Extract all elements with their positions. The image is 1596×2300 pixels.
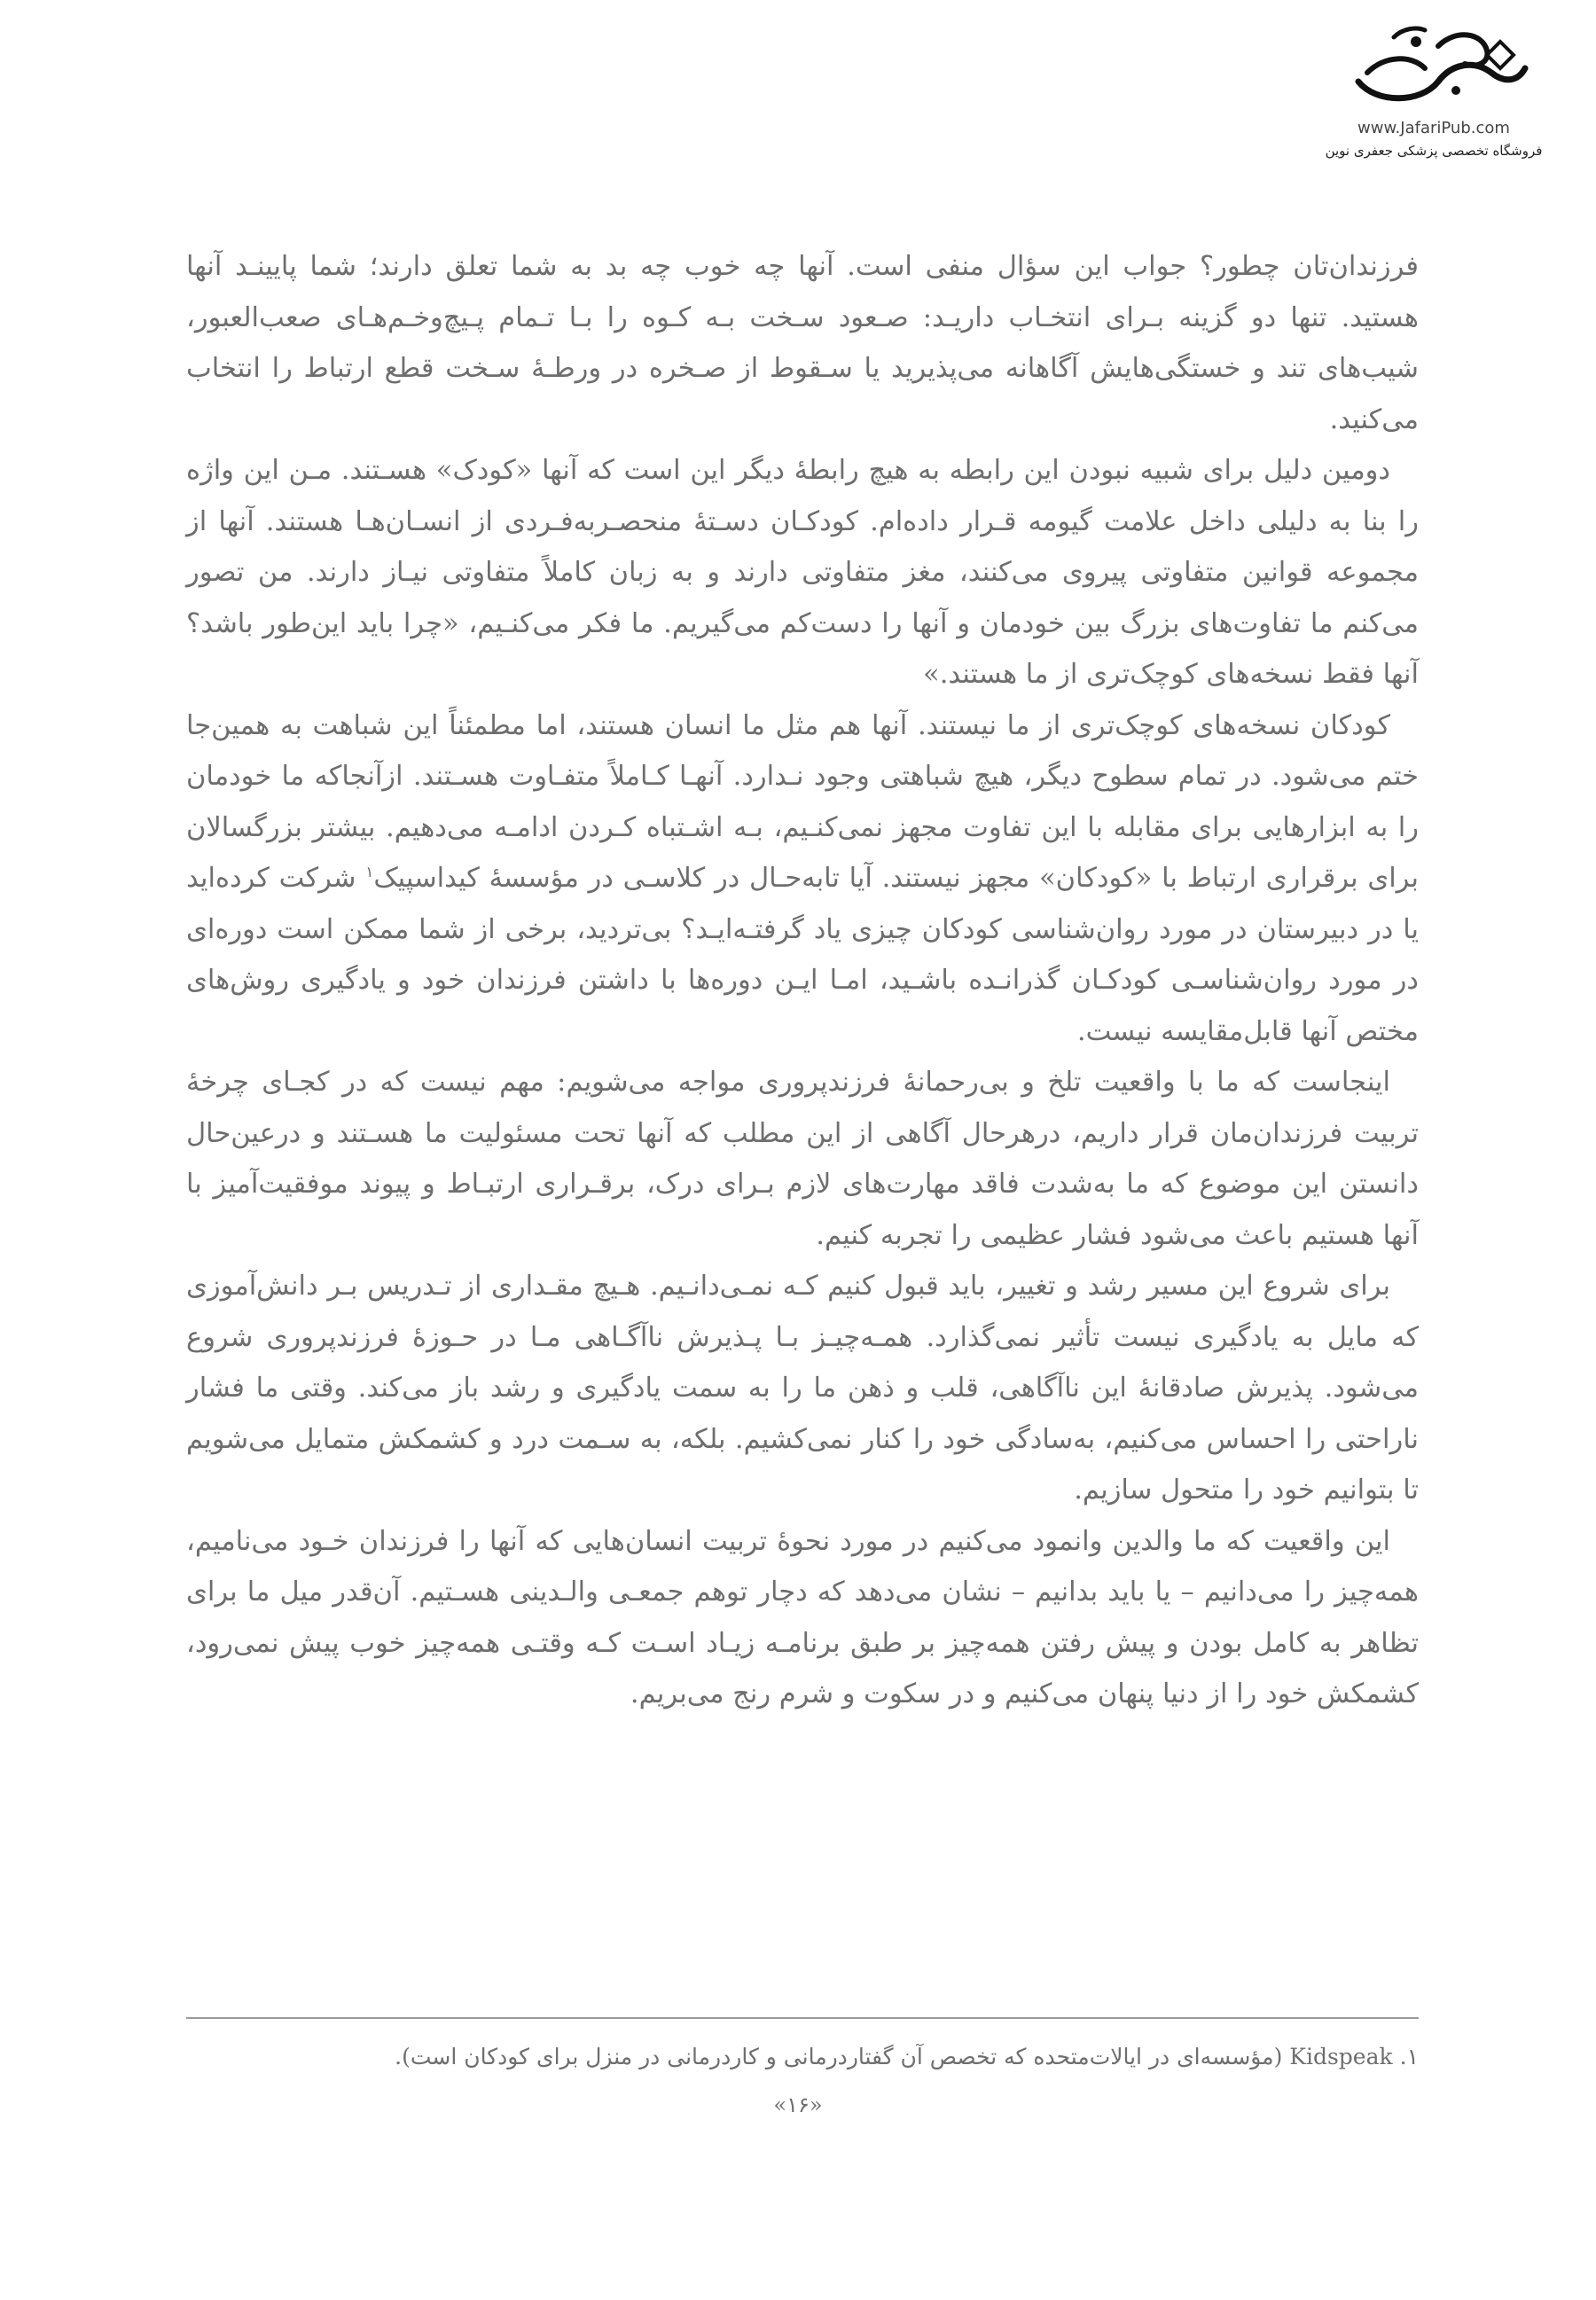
paragraph-2: دومین دلیل برای شبیه نبودن این رابطه به هیچ رابطهٔ دیگر این است که آنها «کودک» هسـتند. مـن این واژه را بنا به دلیلی داخل علامت گیومه قـرار داده‌ام. کودکـان دسـتهٔ منحصـربه‌فـردی از انسـان‌هـا هستند. آنها از مجموعه قوانین متفاوتی پیروی می‌کنند، مغز متفاوتی دارند و به زبان کاملاً متفاوتی نیـاز دارند. من تصور می‌کنم ما تفاوت‌های بزرگ بین خودمان و آنها را دست‌کم می‌گیریم. ما فکر می‌کنـیم، «چرا باید این‌طور باشد؟ آنها فقط نسخه‌های کوچک‌تری از ما هستند.» xyxy=(186,455,1419,690)
footnote-number: ۱. xyxy=(1399,2044,1419,2069)
publisher-logo xyxy=(1305,20,1562,159)
paragraph-6: این واقعیت که ما والدین وانمود می‌کنیم در مورد نحوهٔ تربیت انسان‌هایی که آنها را فرزندان خـود می‌نامیم، همه‌چیز را می‌دانیم – یا باید بدانیم – نشان می‌دهد که دچار توهم جمعـی والـدینی هسـتیم. آن‌قدر میل ما برای تظاهر به کامل بودن و پیش رفتن همه‌چیز بر طبق برنامـه زیـاد اسـت کـه وقتـی همه‌چیز خوب پیش نمی‌رود، کشمکش خود را از دنیا پنهان می‌کنیم و در سکوت و شرم رنج می‌بریم. xyxy=(186,1525,1419,1709)
footnote-reference[interactable]: ۱ xyxy=(365,863,374,881)
publisher-url[interactable]: www.JafariPub.com xyxy=(1357,119,1510,137)
footnote-text: (مؤسسه‌ای در ایالات‌متحده که تخصص آن گفتاردرمانی و کاردرمانی در منزل برای کودکان است). xyxy=(395,2044,1283,2069)
page-number: «۱۶» xyxy=(773,2093,823,2117)
publisher-store-name: فروشگاه تخصصی پزشکی جعفری نوین xyxy=(1325,143,1543,159)
page-body xyxy=(186,241,1419,1720)
footnote-divider xyxy=(186,2017,1419,2019)
paragraph-3-part-a: کودکان نسخه‌های کوچک‌تری از ما نیستند. آنها هم مثل ما انسان هستند، اما مطمئناً این شباهت به همین‌جا ختم می‌شود. در تمام سطوح دیگر، هیچ شباهتی وجود نـدارد. آنهـا کـاملاً متفـاوت هسـتند. ازآنجاکه ما خودمان را به ابزارهایی برای مقابله با این تفاوت مجهز نمی‌کنـیم، بـه اشـتباه کـردن ادامـه می‌دهیم. بیشتر بزرگسالان برای برقراری ارتباط با «کودکان» مجهز نیستند. آیا تابه‌حـال در کلاسـی در مؤسسهٔ کیداسپیک xyxy=(186,709,1419,894)
calligraphy-logo-icon xyxy=(1332,20,1536,117)
footnote xyxy=(186,2039,1419,2075)
footnote-term: Kidspeak xyxy=(1289,2044,1393,2069)
paragraph-3-part-b: شرکت کرده‌اید یا در دبیرستان در مورد روان‌شناسی کودکان چیزی یاد گرفتـه‌ایـد؟ بی‌تردید، برخی از شما ممکن است دوره‌ای در مورد روان‌شناسـی کودکـان گذرانـده باشـید، امـا ایـن دوره‌ها با داشتن فرزندان خود و یادگیری روش‌های مختص آنها قابل‌مقایسه نیست. xyxy=(186,863,1419,1047)
paragraph-4: اینجاست که ما با واقعیت تلخ و بی‌رحمانهٔ فرزندپروری مواجه می‌شویم: مهم نیست که در کجـای چرخهٔ تربیت فرزندان‌مان قرار داریم، درهرحال آگاهی از این مطلب که آنها تحت مسئولیت ما هسـتند و درعین‌حال دانستن این موضوع که ما به‌شدت فاقد مهارت‌های لازم بـرای درک، برقـراری ارتبـاط و پیوند موفقیت‌آمیز با آنها هستیم باعث می‌شود فشار عظیمی را تجربه کنیم. xyxy=(186,1067,1419,1251)
paragraph-5: برای شروع این مسیر رشد و تغییر، باید قبول کنیم کـه نمـی‌دانـیم. هـیچ مقـداری از تـدریس بـر دانش‌آموزی که مایل به یادگیری نیست تأثیر نمی‌گذارد. همـه‌چیـز بـا پـذیرش ناآگـاهی مـا در حـوزهٔ فرزندپروری شروع می‌شود. پذیرش صادقانهٔ این ناآگاهی، قلب و ذهن ما را به سمت یادگیری و رشد باز می‌کند. وقتی ما فشار ناراحتی را احساس می‌کنیم، به‌سادگی خود را کنار نمی‌کشیم. بلکه، به سـمت درد و کشمکش متمایل می‌شویم تا بتوانیم خود را متحول سازیم. xyxy=(186,1271,1419,1506)
paragraph-1: فرزندان‌تان چطور؟ جواب این سؤال منفی است. آنها چه خوب چه بد به شما تعلق دارند؛ شما پایینـد آنها هستید. تنها دو گزینه بـرای انتخـاب داریـد: صـعود سـخت بـه کـوه را بـا تـمام پـیچ‌وخـم‌هـای صعب‌العبور، شیب‌های تند و خستگی‌هایش آگاهانه می‌پذیرید یا سـقوط از صـخره در ورطـهٔ سـخت قطع ارتباط را انتخاب می‌کنید. xyxy=(186,251,1419,435)
paragraph-3 xyxy=(186,700,1419,1058)
